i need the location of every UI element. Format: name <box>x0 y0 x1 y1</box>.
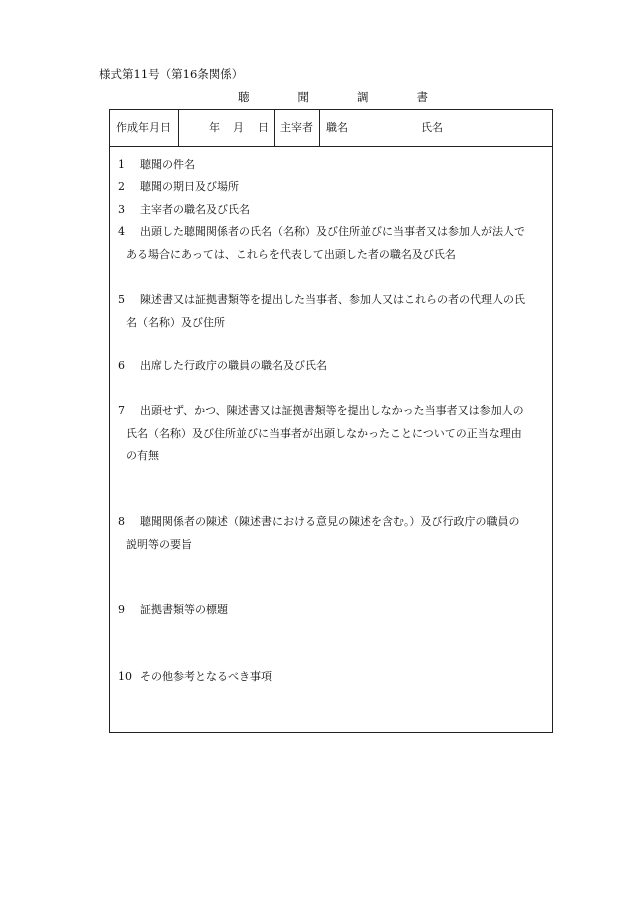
host-label: 主宰者 <box>280 121 313 134</box>
divider <box>319 110 320 146</box>
divider <box>274 110 275 146</box>
item-number: 9 <box>118 603 125 616</box>
item-text: 陳述書又は証拠書類等を提出した当事者、参加人又はこれらの者の代理人の氏 <box>140 293 525 306</box>
item-text: 聴聞の期日及び場所 <box>140 180 239 193</box>
item-text: 証拠書類等の標題 <box>140 603 228 616</box>
item-8 <box>118 511 548 556</box>
title-char: 書 <box>416 90 428 104</box>
item-text-cont: ある場合にあっては、これらを代表して出頭した者の職名及び氏名 <box>126 247 456 261</box>
item-text: 出席した行政庁の職員の職名及び氏名 <box>140 359 327 372</box>
item-1 <box>118 154 548 177</box>
item-text-cont: の有無 <box>126 449 159 462</box>
name-label: 氏名 <box>421 121 443 134</box>
year-label: 年 <box>209 121 220 134</box>
item-text-cont: 氏名（名称）及び住所並びに当事者が出頭しなかったことについての正当な理由 <box>126 426 522 440</box>
item-number: 4 <box>118 225 125 238</box>
item-7 <box>118 400 548 468</box>
item-number: 2 <box>118 180 125 193</box>
item-text: 聴聞関係者の陳述（陳述書における意見の陳述を含む。）及び行政庁の職員の <box>140 515 520 528</box>
item-3 <box>118 199 548 222</box>
position-label: 職名 <box>326 121 348 134</box>
day-label: 日 <box>258 121 269 134</box>
item-10 <box>118 666 548 689</box>
month-label: 月 <box>233 121 244 134</box>
item-number: 7 <box>118 404 125 417</box>
item-number: 8 <box>118 515 125 528</box>
item-9 <box>118 599 548 622</box>
item-text: 出頭した聴聞関係者の氏名（名称）及び住所並びに当事者又は参加人が法人で <box>140 225 525 238</box>
item-2 <box>118 176 548 199</box>
title-char: 聞 <box>297 90 309 104</box>
item-number: 3 <box>118 203 125 216</box>
document-title <box>238 89 428 105</box>
divider <box>178 110 179 146</box>
item-text: 主宰者の職名及び氏名 <box>140 203 250 216</box>
header-row <box>110 110 552 147</box>
record-form <box>109 109 553 733</box>
item-text-cont: 説明等の要旨 <box>126 537 192 551</box>
item-number: 10 <box>118 670 132 683</box>
item-4 <box>118 221 548 266</box>
title-char: 聴 <box>238 90 250 104</box>
item-text: その他参考となるべき事項 <box>140 670 272 683</box>
item-number: 6 <box>118 359 125 372</box>
item-text: 聴聞の件名 <box>140 158 195 171</box>
item-5 <box>118 289 548 334</box>
item-number: 1 <box>118 158 125 171</box>
item-text: 出頭せず、かつ、陳述書又は証拠書類等を提出しなかった当事者又は参加人の <box>140 404 524 417</box>
item-6 <box>118 355 548 378</box>
item-text-cont: 名（名称）及び住所 <box>126 315 225 329</box>
title-char: 調 <box>357 90 369 104</box>
item-number: 5 <box>118 293 125 306</box>
form-number: 様式第11号（第16条関係） <box>99 67 244 81</box>
date-label: 作成年月日 <box>116 121 171 134</box>
